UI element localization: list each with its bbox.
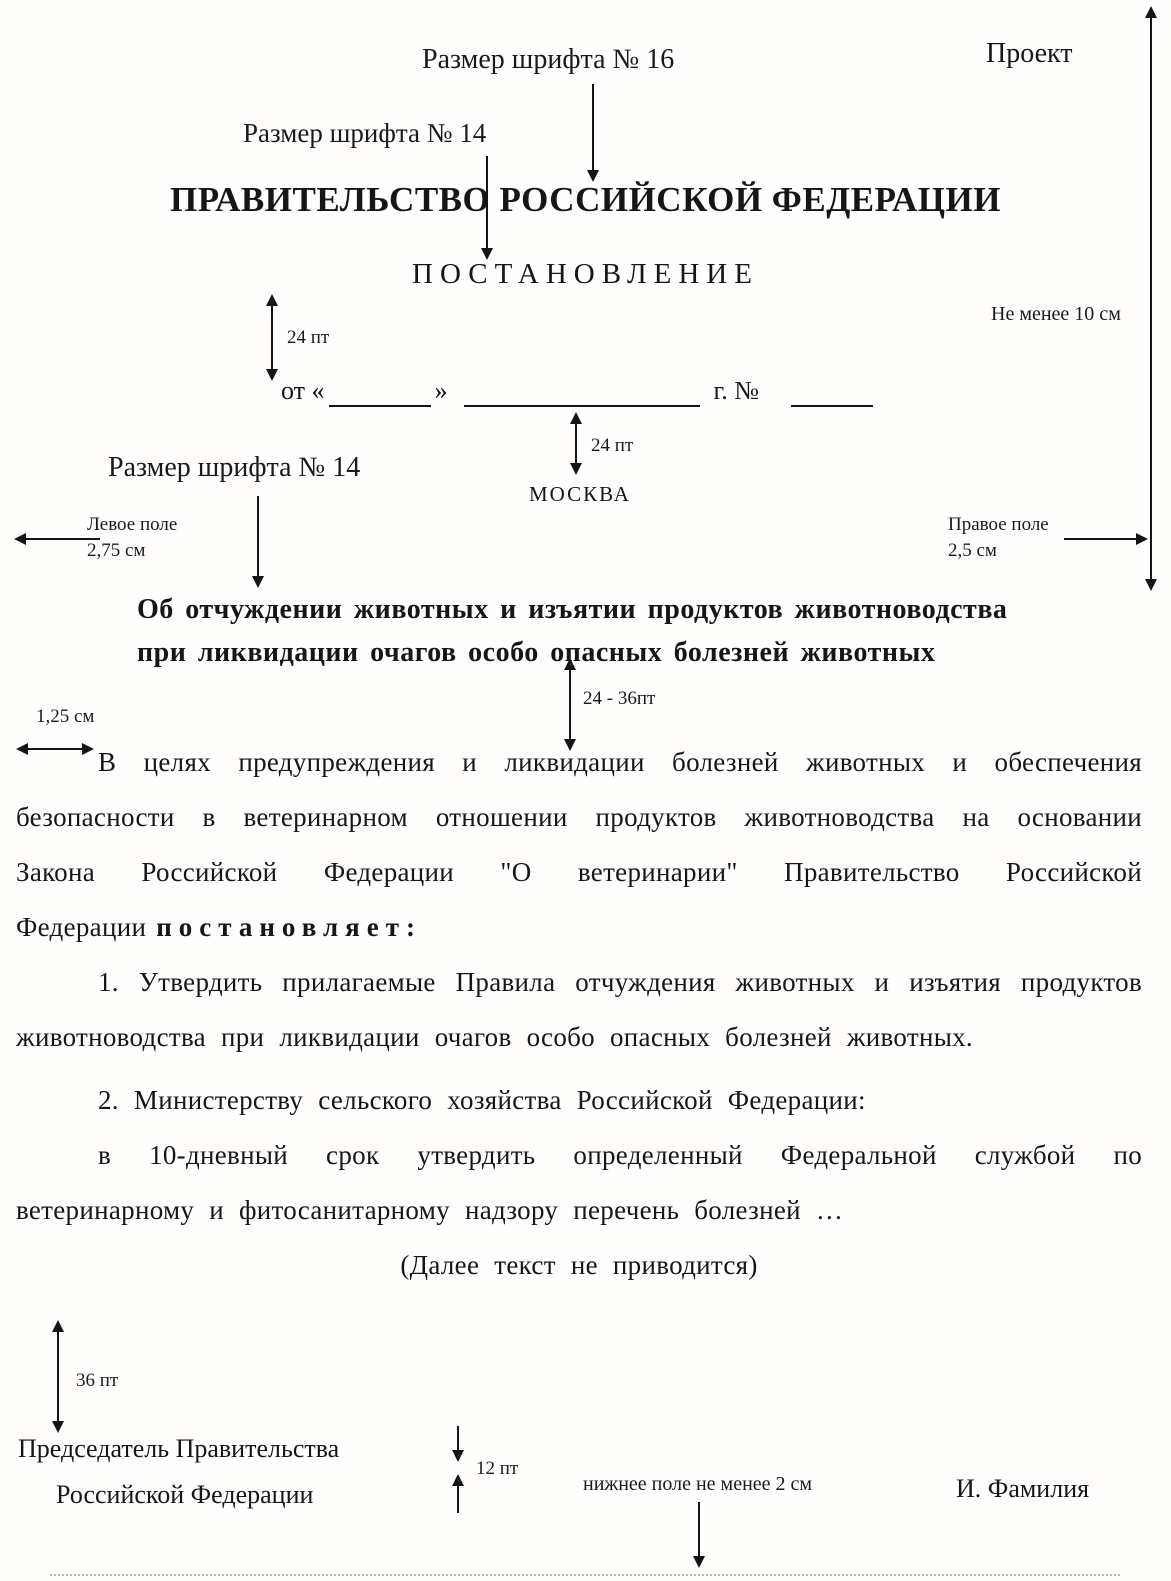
right-margin-label	[948, 512, 1049, 564]
arrow-head-down-icon	[570, 463, 582, 475]
left-margin-label	[87, 512, 177, 564]
left-margin-label-line2: 2,75 см	[87, 540, 146, 561]
signer-position-line1: Председатель Правительства	[18, 1434, 340, 1463]
arrow-head-down-icon	[1145, 579, 1157, 591]
font-size-14-left-label: Размер шрифта № 14	[108, 452, 361, 483]
document-title-line2: при ликвидации очагов особо опасных болезней животных	[137, 637, 936, 668]
arrow-shaft	[26, 538, 100, 540]
right-margin-label-line2: 2,5 см	[948, 540, 997, 561]
indent-label: 1,25 см	[36, 706, 95, 727]
city-name: МОСКВА	[529, 482, 631, 506]
organization-name: ПРАВИТЕЛЬСТВО РОССИЙСКОЙ ФЕДЕРАЦИИ	[170, 180, 1001, 219]
arrow-shaft	[1064, 538, 1138, 540]
font-size-16-label: Размер шрифта № 16	[422, 44, 675, 75]
spacing-24pt-city-label: 24 пт	[591, 435, 634, 456]
paragraph-1-resolution-word: постановляет:	[156, 912, 422, 942]
spacing-12pt-label: 12 пт	[476, 1458, 519, 1479]
body-paragraph-4: в 10-дневный срок утвердить определенный Федеральной службой по ветеринарному и фитосанитарному надзору перечень болезней …	[16, 1140, 1142, 1225]
body-paragraph-2: 1. Утвердить прилагаемые Правила отчуждения животных и изъятия продуктов животноводства при ликвидации очагов особо опасных болезней животных.	[16, 967, 1142, 1052]
arrow-head-down-icon	[266, 369, 278, 381]
spacing-24-36pt-label: 24 - 36пт	[583, 688, 656, 709]
date-number-line	[281, 376, 873, 407]
number-blank	[791, 382, 873, 407]
paragraph-1-text: В целях предупреждения и ликвидации болезней животных и обеспечения безопасности в ветеринарном отношении продуктов животноводства на основании Закона Российской Федерации "О ветеринарии" Правительство Российской Федерации	[16, 747, 1142, 942]
arrow-head-left-icon	[14, 533, 26, 545]
body-paragraph-3: 2. Министерству сельского хозяйства Российской Федерации:	[98, 1085, 866, 1115]
document-title-line1: Об отчуждении животных и изъятии продуктов животноводства	[137, 594, 1008, 625]
arrow-head-down-icon	[693, 1556, 705, 1568]
document-type: ПОСТАНОВЛЕНИЕ	[412, 258, 759, 290]
arrow-shaft	[457, 1485, 459, 1513]
arrow-head-down-icon	[52, 1421, 64, 1433]
date-month-blank	[464, 382, 700, 407]
date-prefix: от «	[281, 376, 325, 405]
bottom-margin-label: нижнее поле не менее 2 см	[583, 1473, 813, 1495]
spacing-36pt-label: 36 пт	[76, 1370, 119, 1391]
date-day-blank	[329, 382, 431, 407]
document-body	[16, 735, 1142, 1293]
arrow-shaft	[698, 1502, 700, 1558]
page-scan-edge	[50, 1574, 1120, 1576]
font-size-14-top-label: Размер шрифта № 14	[243, 118, 487, 148]
date-close-quote: »	[434, 376, 448, 405]
spacing-24pt-top-label: 24 пт	[287, 327, 330, 348]
right-margin-label-line1: Правое поле	[948, 514, 1049, 535]
arrow-shaft	[57, 1331, 59, 1423]
top-zone-label: Не менее 10 см	[991, 303, 1121, 325]
arrow-shaft	[592, 84, 594, 172]
arrow-shaft	[257, 496, 259, 578]
body-paragraph-1	[16, 735, 1142, 955]
arrow-head-down-icon	[452, 1450, 464, 1462]
arrow-shaft	[271, 305, 273, 371]
signer-position-line2: Российской Федерации	[56, 1480, 314, 1509]
number-label: г. №	[713, 376, 760, 405]
left-margin-label-line1: Левое поле	[87, 514, 178, 535]
arrow-shaft	[457, 1426, 459, 1452]
arrow-head-right-icon	[1136, 533, 1148, 545]
arrow-shaft	[1150, 17, 1152, 581]
omitted-text-note: (Далее текст не приводится)	[400, 1250, 758, 1280]
arrow-shaft	[575, 423, 577, 465]
draft-marking: Проект	[986, 38, 1073, 69]
arrow-shaft	[569, 669, 571, 741]
signer-name: И. Фамилия	[956, 1474, 1090, 1503]
arrow-head-down-icon	[252, 576, 264, 588]
